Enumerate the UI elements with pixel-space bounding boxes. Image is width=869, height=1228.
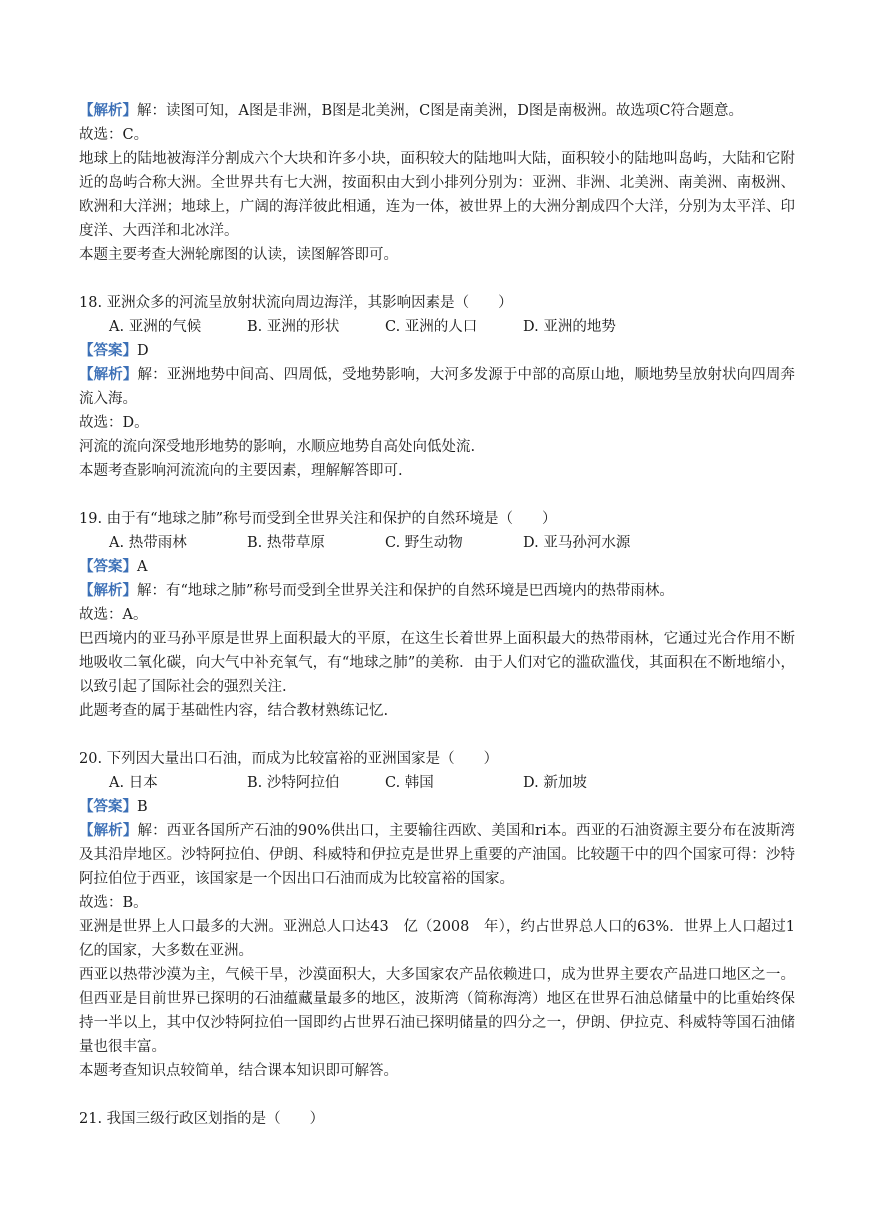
q19-stem: 19. 由于有“地球之肺”称号而受到全世界关注和保护的自然环境是（ ）	[79, 511, 557, 527]
spacer	[79, 483, 795, 507]
q19-option-b: B. 热带草原	[247, 535, 325, 551]
q20-option-c: C. 韩国	[385, 775, 434, 791]
q19-explanation: 巴西境内的亚马孙平原是世界上面积最大的平原，在这生长着世界上面积最大的热带雨林，它通过光合作用不断地吸收二氧化碳，向大气中补充氧气，有“地球之肺”的美称．由于人们对它的滥砍滥伐，其面积在不断地缩小，以致引起了国际社会的强烈关注.	[79, 631, 795, 695]
analysis-tag: 【解析】	[79, 102, 137, 119]
q19-analysis	[79, 579, 795, 603]
q17-summary: 本题主要考查大洲轮廓图的认读，读图解答即可。	[79, 247, 398, 263]
q20-option-b: B. 沙特阿拉伯	[247, 775, 340, 791]
q17-choice: 故选：C。	[79, 127, 149, 143]
answer-tag: 【答案】	[79, 558, 137, 575]
spacer	[79, 1083, 795, 1107]
analysis-tag: 【解析】	[79, 822, 138, 839]
q19-answer-value: A	[137, 559, 148, 575]
q19-option-c: C. 野生动物	[385, 535, 463, 551]
q18-summary: 本题考查影响河流流向的主要因素，理解解答即可.	[79, 463, 403, 479]
q20-answer	[79, 795, 795, 819]
q20-answer-value: B	[137, 799, 148, 815]
document-page	[79, 99, 795, 1131]
q21-stem: 21. 我国三级行政区划指的是（ ）	[79, 1111, 325, 1127]
q20-explanation-2: 西亚以热带沙漠为主，气候干旱，沙漠面积大，大多国家农产品依赖进口，成为世界主要农产品进口地区之一。但西亚是目前世界已探明的石油蕴藏量最多的地区，波斯湾（简称海湾）地区在世界石油总储量中的比重始终保持一半以上，其中仅沙特阿拉伯一国即约占世界石油已探明储量的四分之一，伊朗、伊拉克、科威特等国石油储量也很丰富。	[79, 967, 795, 1055]
q18-option-a: A. 亚洲的气候	[109, 319, 202, 335]
q20-summary: 本题考查知识点较简单，结合课本知识即可解答。	[79, 1063, 398, 1079]
q20-analysis	[79, 819, 795, 891]
q20-option-d: D. 新加坡	[523, 775, 587, 791]
spacer	[79, 267, 795, 291]
q18-options	[79, 315, 795, 339]
q20-analysis-text: 解：西亚各国所产石油的90%供出口，主要输往西欧、美国和ri本。西亚的石油资源主要分布在波斯湾及其沿岸地区。沙特阿拉伯、伊朗、科威特和伊拉克是世界上重要的产油国。比较题干中的四个国家可得：沙特阿拉伯位于西亚，该国家是一个因出口石油而成为比较富裕的国家。	[79, 823, 796, 887]
analysis-tag: 【解析】	[79, 582, 137, 599]
q19-option-d: D. 亚马孙河水源	[523, 535, 631, 551]
q20-stem: 20. 下列因大量出口石油，而成为比较富裕的亚洲国家是（ ）	[79, 751, 499, 767]
q20-choice: 故选：B。	[79, 895, 148, 911]
answer-tag: 【答案】	[79, 798, 137, 815]
analysis-tag: 【解析】	[79, 366, 138, 383]
q18-answer-value: D	[137, 343, 149, 359]
q18-analysis	[79, 363, 795, 411]
q19-answer	[79, 555, 795, 579]
q17-analysis	[79, 99, 795, 123]
q19-options	[79, 531, 795, 555]
q17-analysis-text: 解：读图可知，A图是非洲，B图是北美洲，C图是南美洲，D图是南极洲。故选项C符合题意。	[137, 103, 743, 119]
answer-tag: 【答案】	[79, 342, 137, 359]
q18-answer	[79, 339, 795, 363]
q18-option-d: D. 亚洲的地势	[523, 319, 616, 335]
q20-option-a: A. 日本	[109, 775, 158, 791]
q19-analysis-text: 解：有“地球之肺”称号而受到全世界关注和保护的自然环境是巴西境内的热带雨林。	[137, 583, 674, 599]
q19-choice: 故选：A。	[79, 607, 148, 623]
q20-explanation-1: 亚洲是世界上人口最多的大洲。亚洲总人口达43 亿（2008 年），约占世界总人口的63%．世界上人口超过1亿的国家，大多数在亚洲。	[79, 919, 795, 959]
q19-option-a: A. 热带雨林	[109, 535, 187, 551]
q18-option-b: B. 亚洲的形状	[247, 319, 340, 335]
q18-analysis-text: 解：亚洲地势中间高、四周低，受地势影响，大河多发源于中部的高原山地，顺地势呈放射状向四周奔流入海。	[79, 367, 796, 407]
q18-explanation: 河流的流向深受地形地势的影响，水顺应地势自高处向低处流.	[79, 439, 476, 455]
q18-option-c: C. 亚洲的人口	[385, 319, 478, 335]
spacer	[79, 723, 795, 747]
q17-explanation: 地球上的陆地被海洋分割成六个大块和许多小块，面积较大的陆地叫大陆，面积较小的陆地叫岛屿，大陆和它附近的岛屿合称大洲。全世界共有七大洲，按面积由大到小排列分别为：亚洲、非洲、北美洲、南美洲、南极洲、欧洲和大洋洲；地球上，广阔的海洋彼此相通，连为一体，被世界上的大洲分割成四个大洋，分别为太平洋、印度洋、大西洋和北冰洋。	[79, 151, 795, 239]
q20-options	[79, 771, 795, 795]
q18-stem: 18. 亚洲众多的河流呈放射状流向周边海洋，其影响因素是（ ）	[79, 295, 513, 311]
q18-choice: 故选：D。	[79, 415, 149, 431]
q19-summary: 此题考查的属于基础性内容，结合教材熟练记忆.	[79, 703, 389, 719]
